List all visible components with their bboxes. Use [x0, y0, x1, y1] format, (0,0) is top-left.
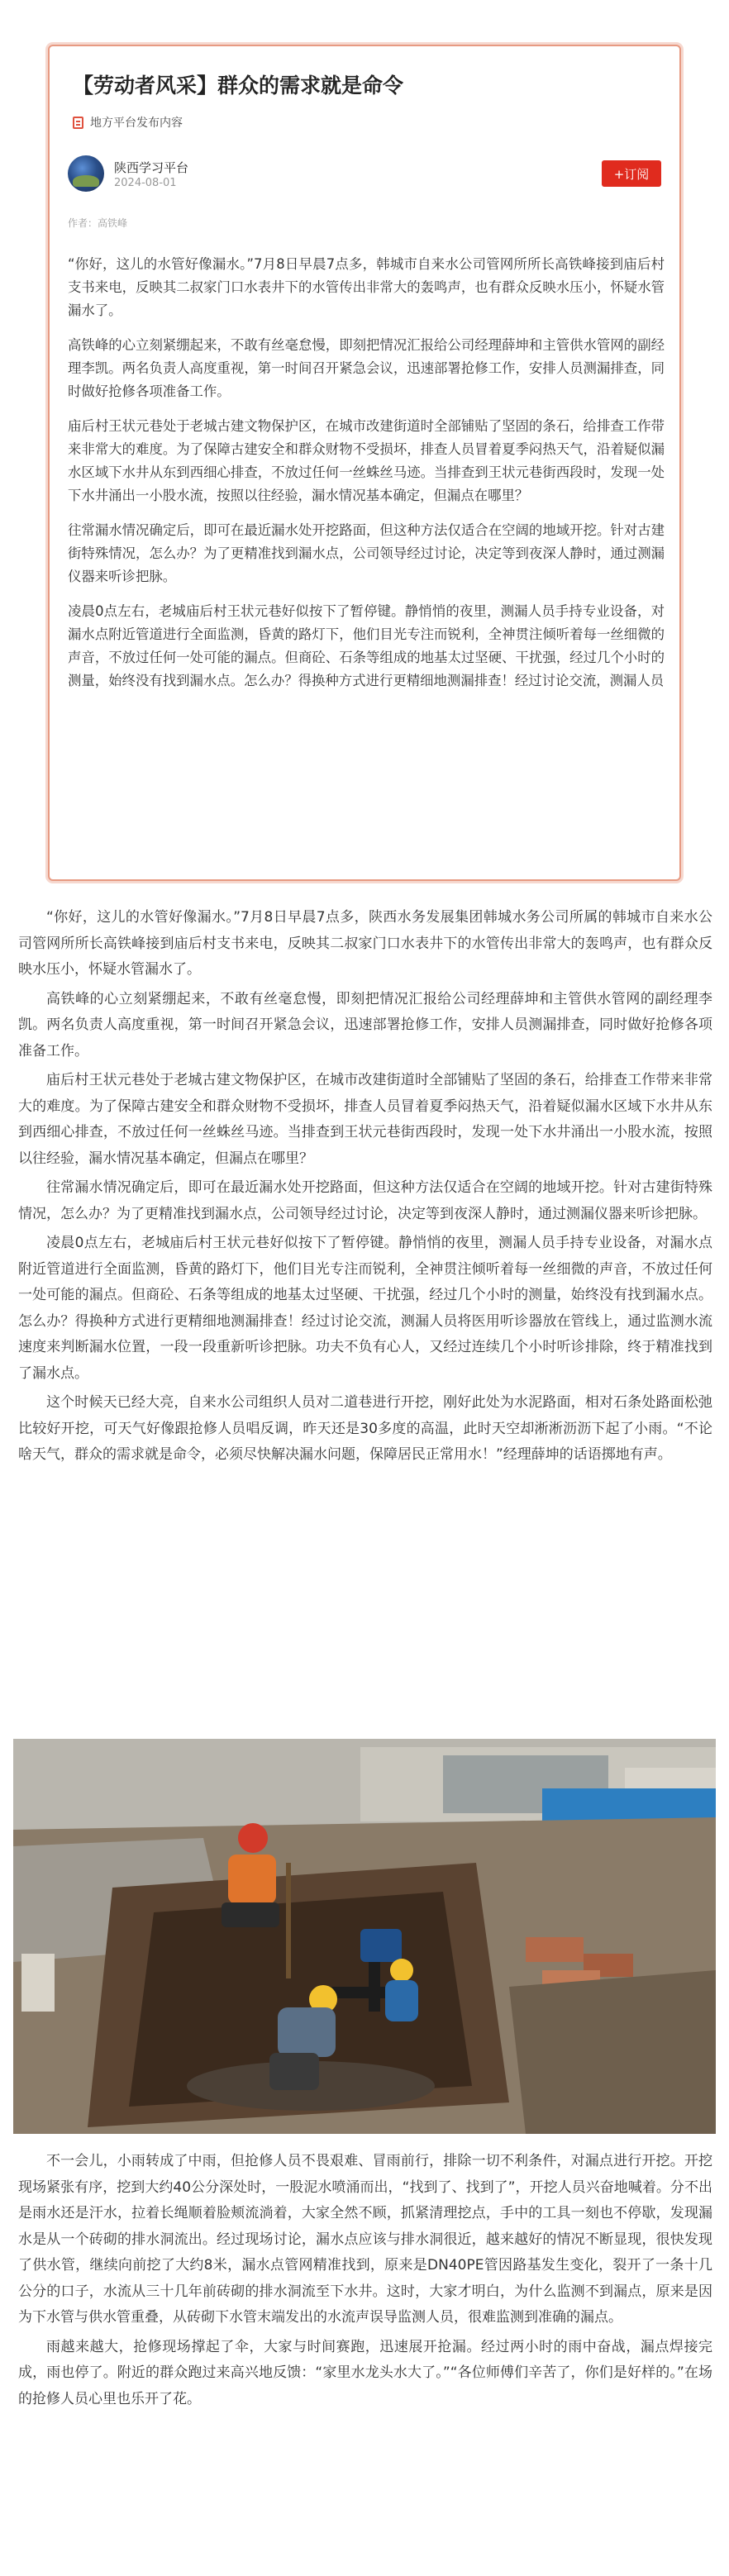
card-title: 【劳动者风采】群众的需求就是命令	[73, 74, 404, 98]
card-body	[68, 253, 665, 704]
article-paragraph: 高铁峰的心立刻紧绷起来，不敢有丝毫怠慢，即刻把情况汇报给公司经理薛坤和主管供水管网的副经理李凯。两名负责人高度重视，第一时间召开紧急会议，迅速部署抢修工作，安排人员测漏排查，同时做好抢修各项准备工作。	[18, 990, 712, 1059]
repair-site-illustration	[13, 1739, 716, 2134]
subscribe-button[interactable]: +订阅	[602, 160, 661, 187]
author-date: 2024-08-01	[114, 177, 177, 189]
article-paragraph: 雨越来越大，抢修现场撑起了伞，大家与时间赛跑，迅速展开抢漏。经过两小时的雨中奋战，漏点焊接完成，雨也停了。附近的群众跑过来高兴地反馈：“家里水龙头水大了。”“各位师傅们辛苦了，你们是好样的。”在场的抢修人员心里也乐开了花。	[18, 2338, 712, 2407]
card-paragraph: 往常漏水情况确定后，即可在最近漏水处开挖路面，但这种方法仅适合在空阔的地域开挖。针对古建街特殊情况，怎么办？为了更精准找到漏水点，公司领导经过讨论，决定等到夜深人静时，通过测漏仪器来听诊把脉。	[68, 522, 665, 584]
card-paragraph: 凌晨0点左右，老城庙后村王状元巷好似按下了暂停键。静悄悄的夜里，测漏人员手持专业设备，对漏水点附近管道进行全面监测，昏黄的路灯下，他们目光专注而锐利，全神贯注倾听着每一丝细微的声音，不放过任何一处可能的漏点。但商砼、石条等组成的地基太过坚硬、干扰强，经过几个小时的测量，始终没有找到漏水点。怎么办？得换种方式进行更精细地测漏排查！经过讨论交流，测漏人员	[68, 603, 665, 688]
article-paragraph: 这个时候天已经大亮，自来水公司组织人员对二道巷进行开挖，刚好此处为水泥路面，相对石条处路面松弛比较好开挖，可天气好像跟抢修人员唱反调，昨天还是30多度的高温，此时天空却淅淅沥沥下起了小雨。“不论啥天气，群众的需求就是命令，必须尽快解决漏水问题，保障居民正常用水！”经理薛坤的话语掷地有声。	[18, 1394, 712, 1463]
author-name[interactable]: 陕西学习平台	[114, 160, 189, 175]
article-body-continued	[18, 2149, 712, 2412]
article-paragraph: 庙后村王状元巷处于老城古建文物保护区，在城市改建街道时全部铺贴了坚固的条石，给排查工作带来非常大的难度。为了保障古建安全和群众财物不受损坏，排查人员冒着夏季闷热天气，沿着疑似漏水区域下水井从东到西细心排查，不放过任何一丝蛛丝马迹。当排查到王状元巷街西段时，发现一处下水井涌出一小股水流，按照以往经验，漏水情况基本确定，但漏点在哪里？	[18, 1072, 712, 1167]
article-paragraph: 往常漏水情况确定后，即可在最近漏水处开挖路面，但这种方法仅适合在空阔的地域开挖。针对古建街特殊情况，怎么办？为了更精准找到漏水点，公司领导经过讨论，决定等到夜深人静时，通过测漏仪器来听诊把脉。	[18, 1179, 712, 1222]
card-source	[73, 114, 183, 131]
article-card	[48, 45, 681, 881]
card-author-label: 作者：高铁峰	[68, 217, 128, 229]
card-source-label: 地方平台发布内容	[90, 117, 183, 130]
article-paragraph: 凌晨0点左右，老城庙后村王状元巷好似按下了暂停键。静悄悄的夜里，测漏人员手持专业设备，对漏水点附近管道进行全面监测，昏黄的路灯下，他们目光专注而锐利，全神贯注倾听着每一丝细微的声音，不放过任何一处可能的漏点。但商砼、石条等组成的地基太过坚硬、干扰强，经过几个小时的测量，始终没有找到漏水点。怎么办？得换种方式进行更精细地测漏排查！经过讨论交流，测漏人员将医用听诊器放在管线上，通过监测水流速度来判断漏水位置，一段一段重新听诊把脉。功夫不负有心人，又经过连续几个小时听诊排除，终于精准找到了漏水点。	[18, 1235, 712, 1382]
repair-site-photo	[13, 1739, 716, 2134]
card-paragraph: “你好，这儿的水管好像漏水。”7月8日早晨7点多，韩城市自来水公司管网所所长高铁峰接到庙后村支书来电，反映其二叔家门口水表井下的水管传出非常大的轰鸣声，也有群众反映水压小，怀疑水管漏水了。	[68, 256, 665, 318]
card-paragraph: 高铁峰的心立刻紧绷起来，不敢有丝毫怠慢，即刻把情况汇报给公司经理薛坤和主管供水管网的副经理李凯。两名负责人高度重视，第一时间召开紧急会议，迅速部署抢修工作，安排人员测漏排查，同时做好抢修各项准备工作。	[68, 337, 665, 399]
avatar[interactable]	[68, 155, 104, 192]
author-row	[68, 155, 663, 195]
article-paragraph: “你好，这儿的水管好像漏水。”7月8日早晨7点多，陕西水务发展集团韩城水务公司所属的韩城市自来水公司管网所所长高铁峰接到庙后村支书来电，反映其二叔家门口水表井下的水管传出非常大的轰鸣声，也有群众反映水压小，怀疑水管漏水了。	[18, 909, 712, 978]
document-icon	[73, 117, 83, 129]
article-body	[18, 905, 712, 1469]
article-paragraph: 不一会儿，小雨转成了中雨，但抢修人员不畏艰难、冒雨前行，排除一切不利条件，对漏点进行开挖。开挖现场紧张有序，挖到大约40公分深处时，一股泥水喷涌而出，“找到了、找到了”，开挖人员兴奋地喊着。分不出是雨水还是汗水，拉着长绳顺着脸颊流淌着，大家全然不顾，抓紧清理挖点，手中的工具一刻也不停歇，发现漏水是从一个砖砌的排水洞流出。经过现场讨论，漏水点应该与排水洞很近，越来越好的情况不断显现，很快发现了供水管，继续向前挖了大约8米，漏水点管网精准找到，原来是DN40PE管因路基发生变化，裂开了一条十几公分的口子，水流从三十几年前砖砌的排水洞流至下水井。这时，大家才明白，为什么监测不到漏点，原来是因为下水管与供水管重叠，从砖砌下水管末端发出的水流声误导监测人员，很难监测到准确的漏点。	[18, 2153, 712, 2326]
card-paragraph: 庙后村王状元巷处于老城古建文物保护区，在城市改建街道时全部铺贴了坚固的条石，给排查工作带来非常大的难度。为了保障古建安全和群众财物不受损坏，排查人员冒着夏季闷热天气，沿着疑似漏水区域下水井从东到西细心排查，不放过任何一丝蛛丝马迹。当排查到王状元巷街西段时，发现一处下水井涌出一小股水流，按照以往经验，漏水情况基本确定，但漏点在哪里？	[68, 418, 665, 503]
